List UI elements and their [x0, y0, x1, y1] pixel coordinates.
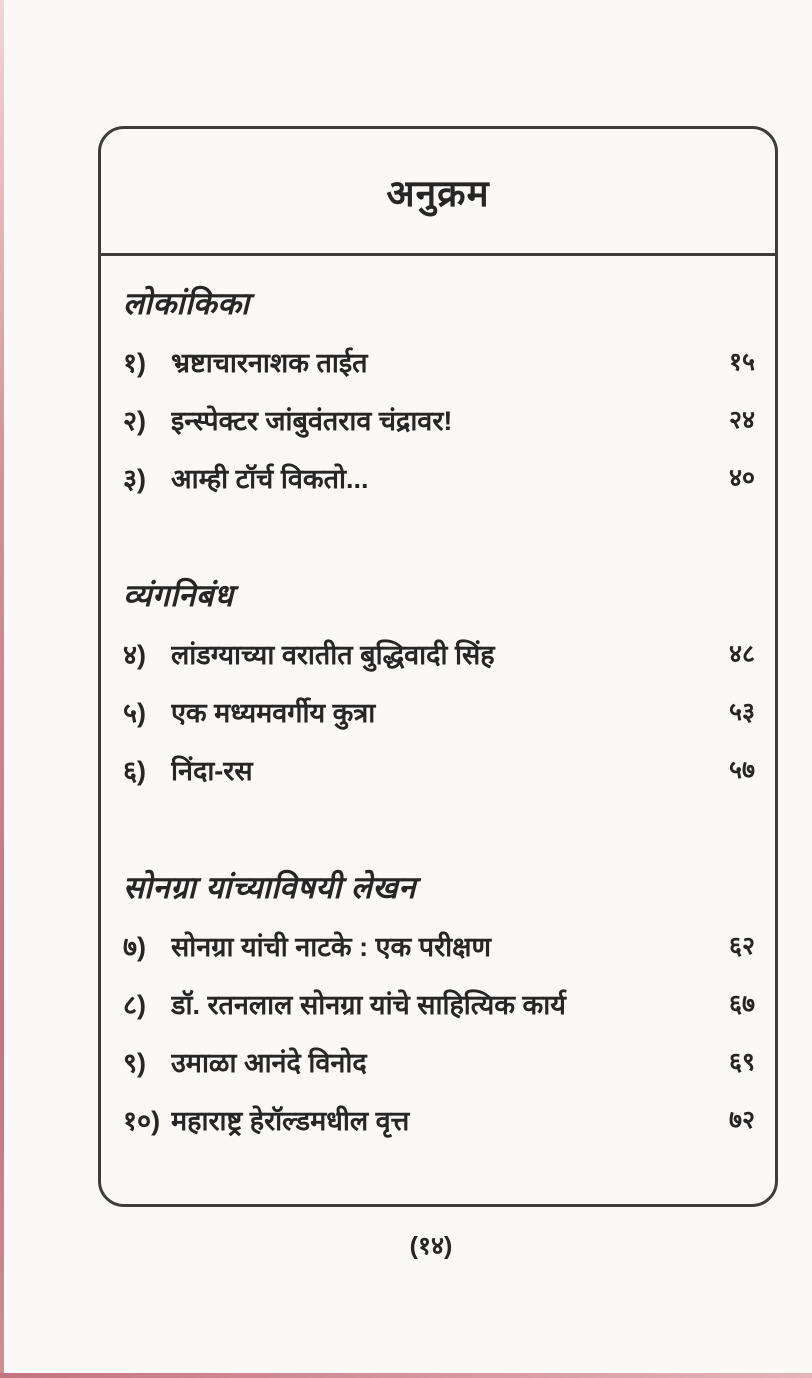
- toc-entry: [123, 916, 757, 974]
- entry-page-number: ६७: [728, 990, 755, 1018]
- toc-entry: [123, 974, 757, 1032]
- section-heading: लोकांकिका: [123, 286, 250, 321]
- entry-page-number: ६९: [728, 1048, 755, 1076]
- toc-entry: [123, 1032, 757, 1090]
- entry-page-number: ४०: [728, 464, 755, 492]
- contents-header: [101, 129, 775, 256]
- book-edge-bottom-strip: [0, 1373, 812, 1378]
- book-edge-left-strip: [0, 0, 4, 1378]
- entry-page-number: ५३: [728, 698, 755, 726]
- entry-number: ६): [123, 755, 147, 786]
- section-vyanganibandh: [123, 574, 757, 798]
- entry-number: ९): [123, 1047, 147, 1078]
- entry-page-number: ७२: [728, 1106, 755, 1134]
- contents-body: [101, 282, 775, 1148]
- section-lokankika: [123, 282, 757, 506]
- entry-title: डॉ. रतनलाल सोनग्रा यांचे साहित्यिक कार्य: [171, 989, 566, 1020]
- entry-number: २): [123, 405, 147, 436]
- toc-entry: [123, 682, 757, 740]
- section-heading: व्यंगनिबंध: [123, 578, 234, 613]
- section-heading: सोनग्रा यांच्याविषयी लेखन: [123, 870, 416, 905]
- entry-title: इन्स्पेक्टर जांबुवंतराव चंद्रावर!: [171, 405, 453, 436]
- toc-entry: [123, 1090, 757, 1148]
- entry-number: ३): [123, 463, 147, 494]
- entry-page-number: १५: [728, 348, 755, 376]
- entry-title: आम्ही टॉर्च विकतो...: [171, 463, 369, 494]
- folio: [0, 1228, 812, 1262]
- entry-page-number: २४: [728, 406, 755, 434]
- entry-number: ८): [123, 989, 147, 1020]
- entry-page-number: ४८: [728, 640, 755, 668]
- toc-entry: [123, 332, 757, 390]
- entry-number: ४): [123, 639, 147, 670]
- toc-entry: [123, 624, 757, 682]
- page-title: अनुक्रम: [386, 172, 490, 214]
- section-sonagra-lekhan: [123, 866, 757, 1148]
- toc-entry: [123, 448, 757, 506]
- folio-number: (१४): [409, 1232, 453, 1260]
- entry-title: महाराष्ट्र हेरॉल्डमधील वृत्त: [171, 1105, 410, 1136]
- entry-page-number: ६२: [728, 932, 755, 960]
- toc-entry: [123, 390, 757, 448]
- entry-title: सोनग्रा यांची नाटके : एक परीक्षण: [171, 931, 491, 962]
- entry-number: १०): [123, 1105, 161, 1136]
- entry-title: भ्रष्टाचारनाशक ताईत: [171, 347, 368, 378]
- entry-number: १): [123, 347, 147, 378]
- entry-title: उमाळा आनंदे विनोद: [171, 1047, 367, 1078]
- entry-title: निंदा-रस: [171, 755, 253, 786]
- contents-box: [98, 126, 778, 1207]
- entry-number: ७): [123, 931, 147, 962]
- entry-number: ५): [123, 697, 147, 728]
- entry-title: एक मध्यमवर्गीय कुत्रा: [171, 697, 376, 728]
- entry-page-number: ५७: [728, 756, 755, 784]
- entry-title: लांडग्याच्या वरातीत बुद्धिवादी सिंह: [171, 639, 495, 670]
- toc-entry: [123, 740, 757, 798]
